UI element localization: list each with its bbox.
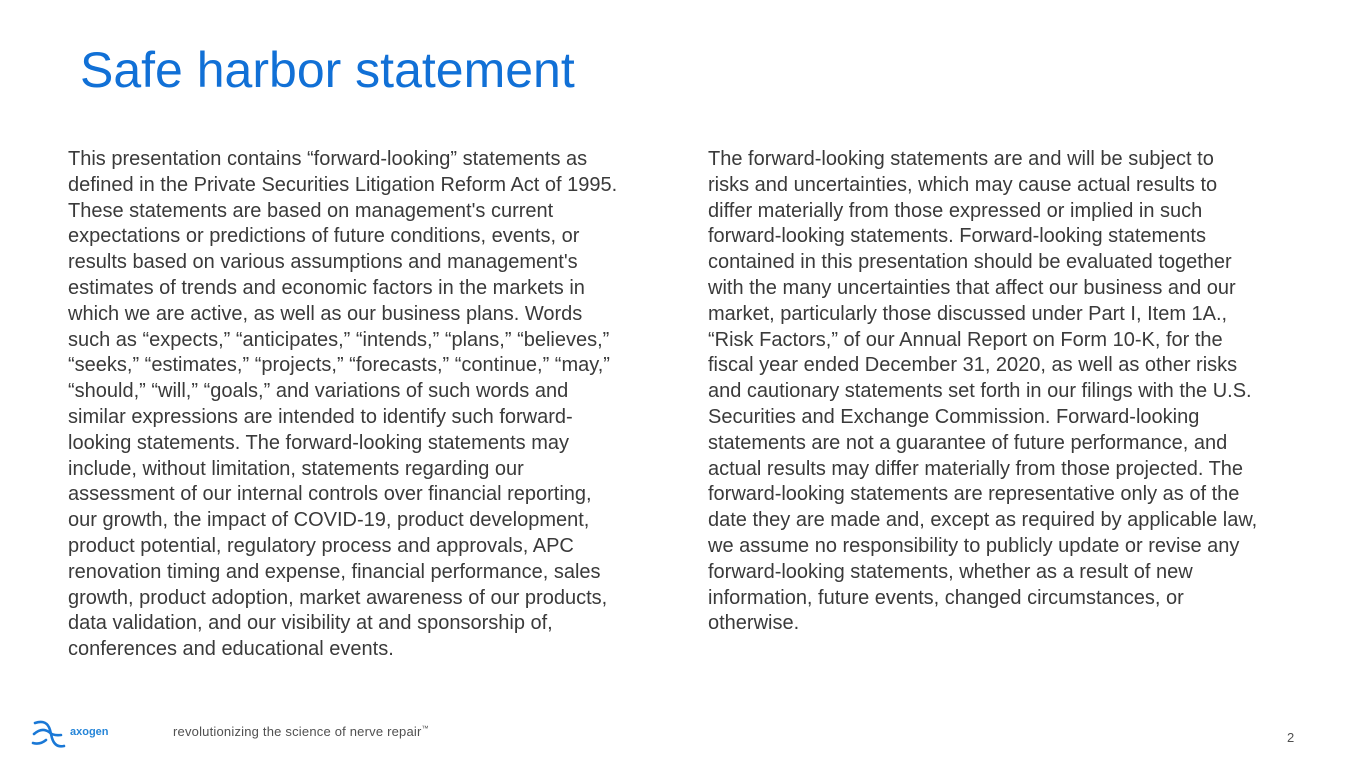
right-paragraph-line: The forward-looking statements are and will be subject to <box>708 148 1214 170</box>
right-paragraph-line: risks and uncertainties, which may cause actual results to <box>708 173 1218 196</box>
slide-title: Safe harbor statement <box>80 42 575 98</box>
left-paragraph-line: include, without limitation, statements regarding our <box>68 457 524 480</box>
left-paragraph-line: These statements are based on management's current <box>68 199 554 222</box>
left-paragraph-line: which we are active, as well as our business plans. Words <box>68 302 583 325</box>
right-paragraph-line: and cautionary statements set forth in our filings with the U.S. <box>708 380 1252 403</box>
right-paragraph-line: “Risk Factors,” of our Annual Report on Form 10-K, for the <box>708 328 1223 351</box>
left-paragraph-line: results based on various assumptions and management's <box>68 251 578 274</box>
left-paragraph-line: looking statements. The forward-looking statements may <box>68 431 569 454</box>
left-paragraph-line: expectations or predictions of future conditions, events, or <box>68 225 580 248</box>
left-paragraph-line: assessment of our internal controls over financial reporting, <box>68 483 592 506</box>
left-paragraph-line: data validation, and our visibility at and sponsorship of, <box>68 612 553 635</box>
left-column-text <box>68 147 668 663</box>
right-paragraph-line: actual results may differ materially from those projected. The <box>708 457 1244 480</box>
right-paragraph-line: Securities and Exchange Commission. Forward-looking <box>708 405 1200 428</box>
left-paragraph-line: This presentation contains “forward-looking” statements as <box>68 148 588 170</box>
right-column-text <box>708 147 1308 637</box>
right-paragraph-line: we assume no responsibility to publicly update or revise any <box>708 534 1240 557</box>
logo-wordmark: axogen <box>70 726 109 738</box>
tagline-text: revolutionizing the science of nerve repair <box>173 724 422 739</box>
right-paragraph-line: forward-looking statements, whether as a result of new <box>708 560 1193 583</box>
right-paragraph-line: forward-looking statements. Forward-looking statements <box>708 225 1206 248</box>
right-paragraph-line: with the many uncertainties that affect our business and our <box>708 276 1236 299</box>
right-paragraph-line: date they are made and, except as required by applicable law, <box>708 509 1258 532</box>
right-paragraph-line: differ materially from those expressed or implied in such <box>708 199 1203 222</box>
left-paragraph-line: “should,” “will,” “goals,” and variations of such words and <box>68 380 569 403</box>
left-paragraph-line: conferences and educational events. <box>68 638 394 661</box>
left-paragraph-line: estimates of trends and economic factors in the markets in <box>68 276 585 299</box>
left-paragraph-line: product potential, regulatory process and approvals, APC <box>68 534 574 557</box>
trademark-mark: ™ <box>421 725 429 733</box>
right-paragraph-line: contained in this presentation should be evaluated together <box>708 251 1232 274</box>
left-paragraph-line: such as “expects,” “anticipates,” “intends,” “plans,” “believes,” <box>68 328 610 351</box>
right-paragraph-line: forward-looking statements are representative only as of the <box>708 483 1240 506</box>
right-paragraph-line: fiscal year ended December 31, 2020, as well as other risks <box>708 354 1238 377</box>
left-paragraph-line: “seeks,” “estimates,” “projects,” “forecasts,” “continue,” “may,” <box>68 354 610 377</box>
right-paragraph-line: otherwise. <box>708 612 800 635</box>
footer-tagline <box>173 724 429 740</box>
page-number: 2 <box>1287 730 1295 745</box>
left-paragraph-line: growth, product adoption, market awareness of our products, <box>68 586 608 609</box>
right-paragraph-line: market, particularly those discussed under Part I, Item 1A., <box>708 302 1228 325</box>
right-paragraph-line: information, future events, changed circumstances, or <box>708 586 1184 609</box>
left-paragraph-line: renovation timing and expense, financial performance, sales <box>68 560 601 583</box>
right-paragraph-line: statements are not a guarantee of future performance, and <box>708 431 1228 454</box>
left-paragraph-line: similar expressions are intended to identify such forward- <box>68 405 573 428</box>
left-paragraph-line: defined in the Private Securities Litigation Reform Act of 1995. <box>68 173 618 196</box>
left-paragraph-line: our growth, the impact of COVID-19, product development, <box>68 509 590 532</box>
